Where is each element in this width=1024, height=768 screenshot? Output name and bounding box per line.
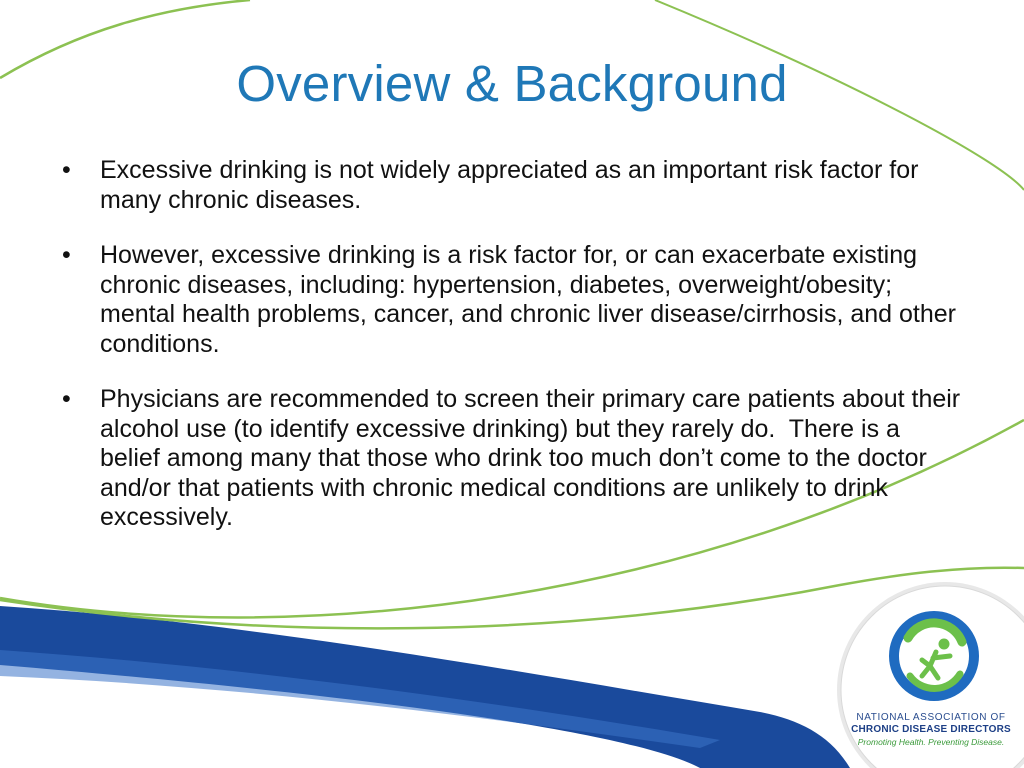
bullet-text: Physicians are recommended to screen their primary care patients about their alcohol use (to identify excessive drinking) but they rarely do. There is a belief among many that those who drink too much don’t come to the doctor and/or that patients with chronic medical conditions are unlikely to drink excessively. bbox=[100, 385, 968, 531]
bullet-text: However, excessive drinking is a risk factor for, or can exacerbate existing chronic diseases, including: hypertension, diabetes, overweight/obesity; mental health problems, cancer, and chronic liver disease/cirrhosis, and other conditions. bbox=[100, 241, 963, 358]
bullet-item bbox=[62, 241, 962, 359]
bullet-item bbox=[62, 156, 962, 215]
logo-org-line1: NATIONAL ASSOCIATION OF bbox=[856, 712, 1006, 723]
bullet-glyph: • bbox=[62, 385, 71, 413]
bullet-item bbox=[62, 385, 968, 533]
bullet-list bbox=[62, 156, 968, 559]
logo-org-line2: CHRONIC DISEASE DIRECTORS bbox=[851, 724, 1011, 735]
bullet-text: Excessive drinking is not widely appreciated as an important risk factor for many chronic diseases. bbox=[100, 156, 926, 214]
slide-title: Overview & Background bbox=[236, 55, 788, 112]
nacdd-logo bbox=[838, 560, 1024, 768]
logo-emblem-icon bbox=[838, 560, 1024, 710]
bullet-glyph: • bbox=[62, 156, 71, 184]
bullet-glyph: • bbox=[62, 241, 71, 269]
logo-tagline: Promoting Health. Preventing Disease. bbox=[857, 737, 1005, 747]
